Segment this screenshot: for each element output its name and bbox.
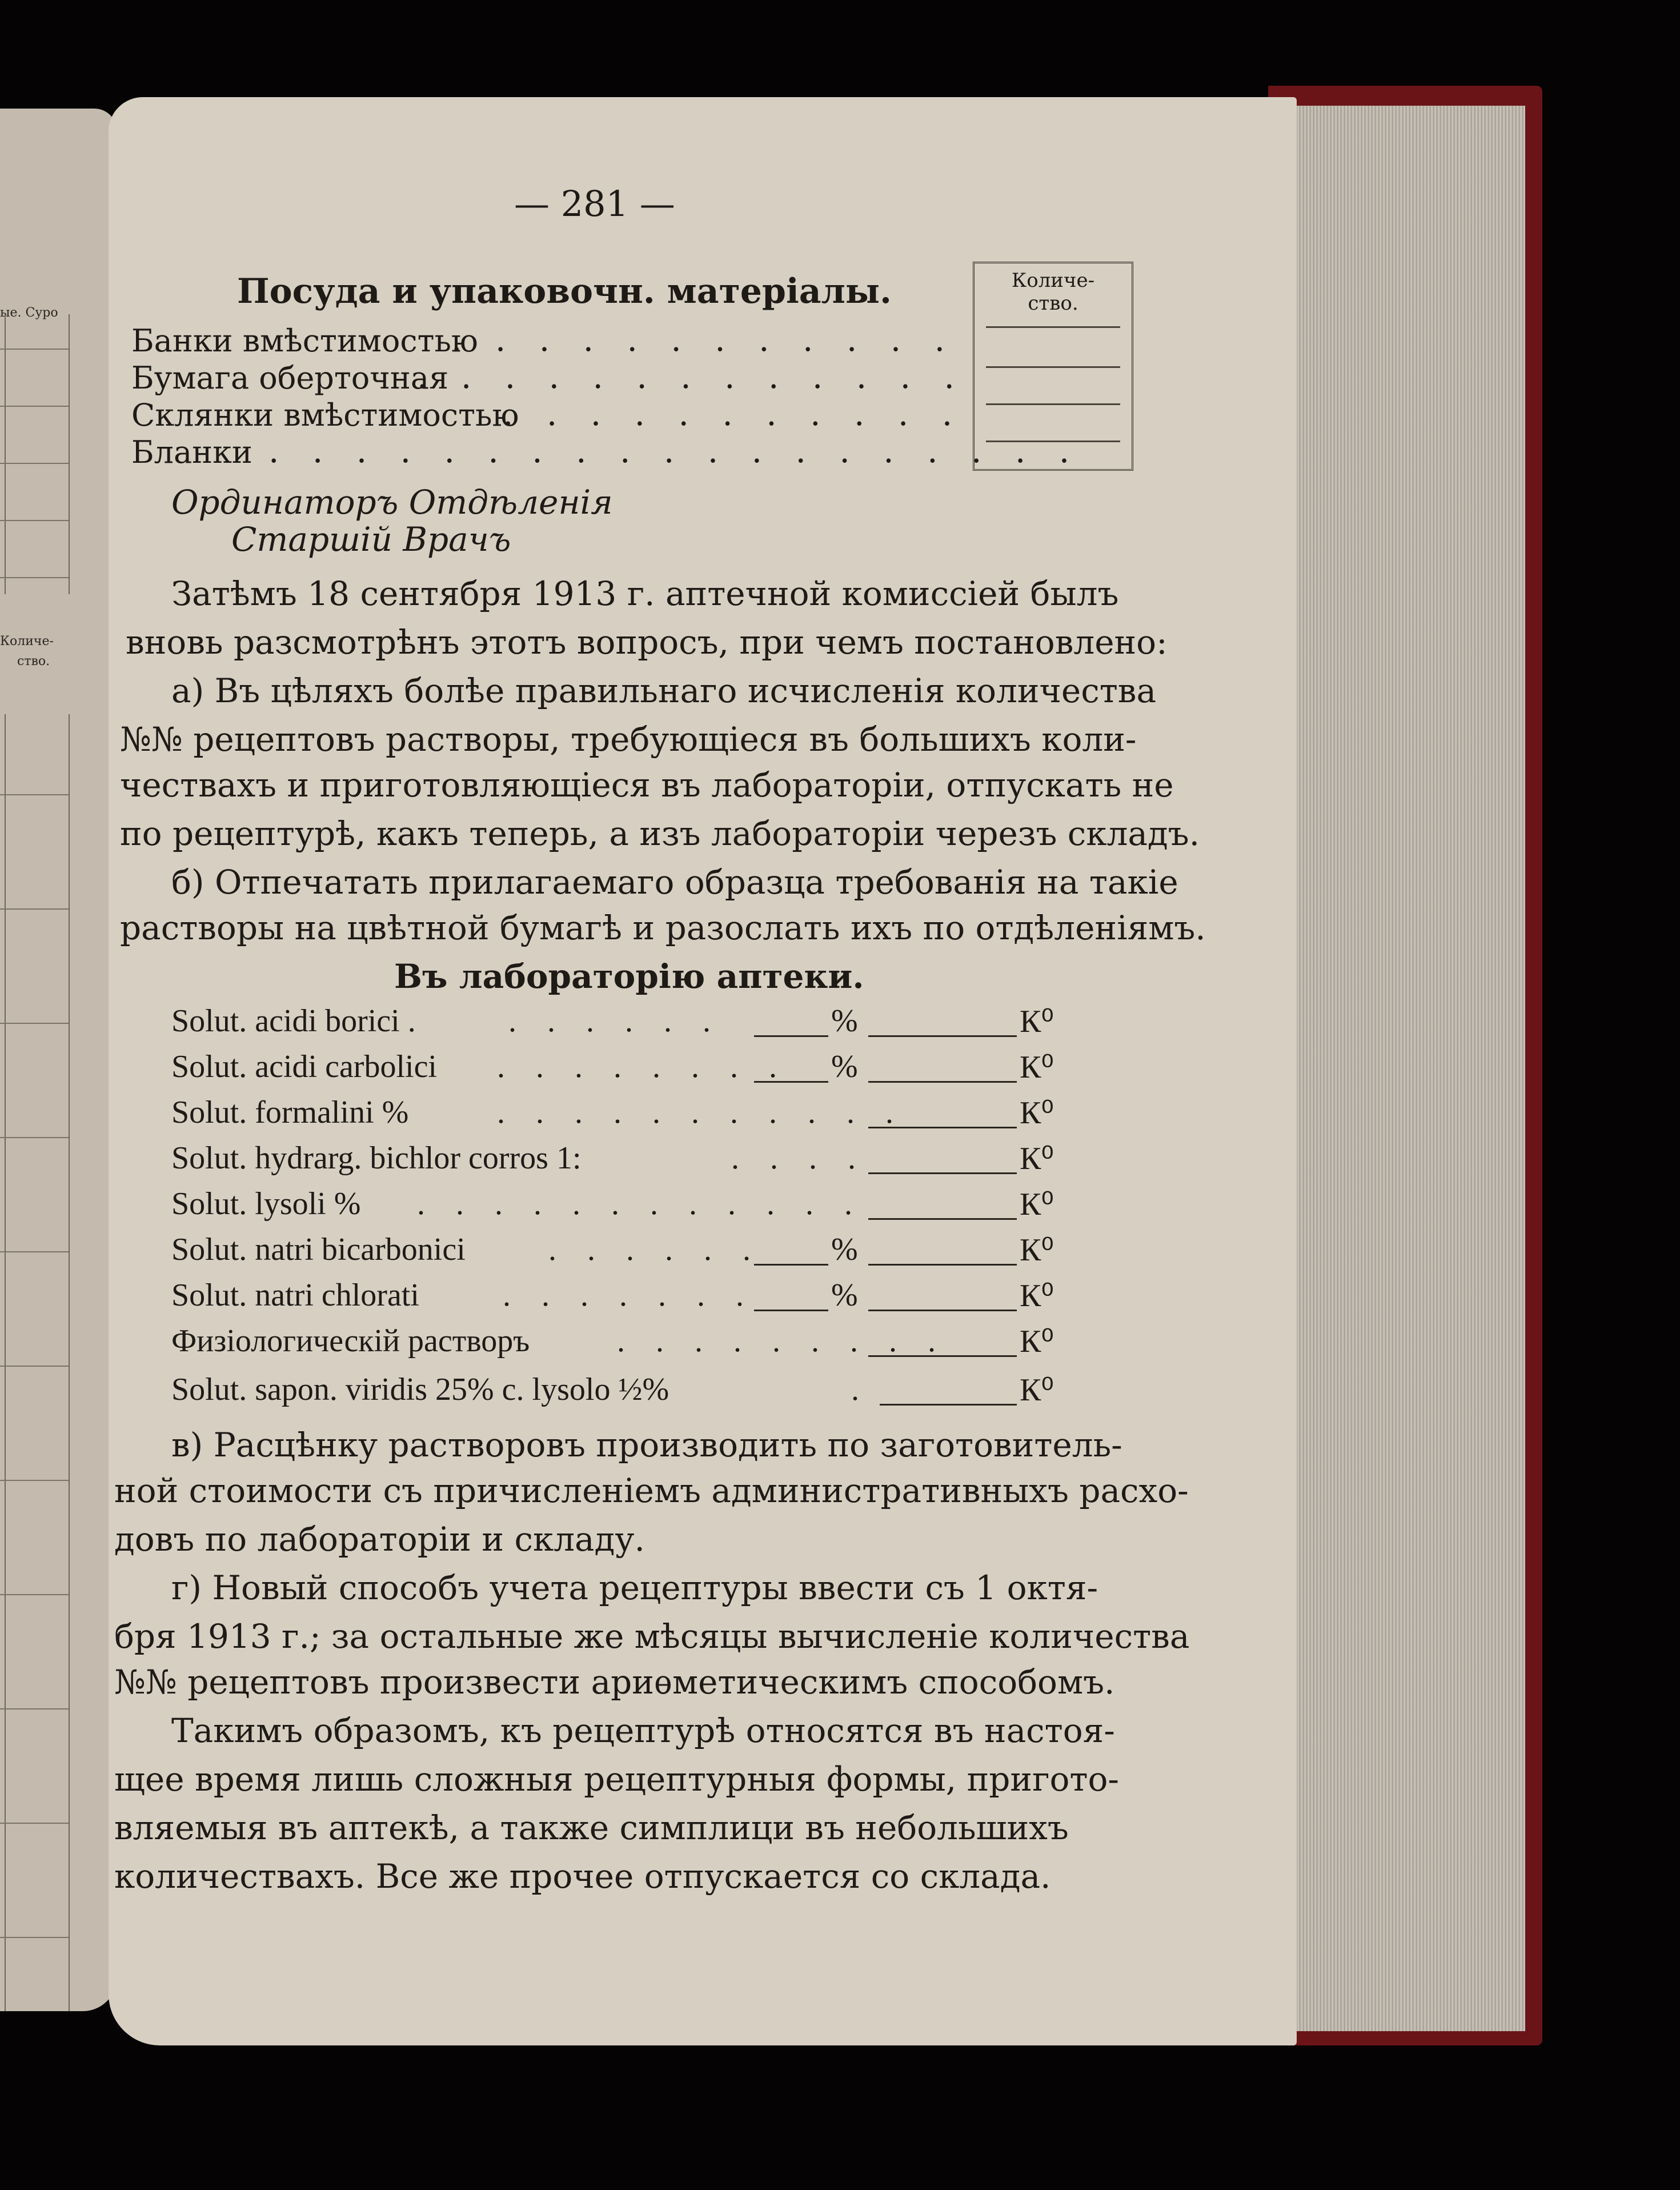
form-row-name: Solut. natri chlorati — [171, 1278, 419, 1313]
paragraph-line: бря 1913 г.; за остальные же мѣсяцы вычисленіе количества — [114, 1617, 1190, 1656]
paragraph-line: щее время лишь сложныя рецептурныя формы, пригото- — [114, 1760, 1120, 1799]
form-row-dots: . — [851, 1372, 871, 1407]
left-rule — [0, 794, 69, 795]
form-row-name: Solut. sapon. viridis 25% c. lysolo ½% — [171, 1372, 669, 1407]
form-row-name: Solut. formalini % — [171, 1095, 409, 1130]
left-rule — [0, 1708, 69, 1709]
left-rule — [0, 1480, 69, 1481]
paragraph-line: Затѣмъ 18 сентября 1913 г. аптечной комиссіей былъ — [171, 574, 1119, 613]
form-row-dots: . . . . . . — [548, 1232, 762, 1267]
form-row-dots: . . . . . . . . . . . . — [417, 1186, 864, 1222]
left-rule — [0, 1366, 69, 1367]
paragraph-line: Такимъ образомъ, къ рецептурѣ относятся въ настоя- — [171, 1711, 1115, 1750]
quantity-blank[interactable] — [868, 1216, 1017, 1220]
quantity-row — [986, 366, 1120, 368]
quantity-blank[interactable] — [868, 1170, 1017, 1174]
paragraph-line: вляемыя въ аптекѣ, а также симплици въ небольшихъ — [114, 1808, 1069, 1847]
page-number: — 281 — — [514, 183, 675, 225]
form-row-name: Физіологическій растворъ — [171, 1323, 530, 1359]
form-row-dots: . . . . — [731, 1140, 867, 1176]
form-row-name: Solut. lysoli % — [171, 1186, 361, 1222]
form-row-dots: . . . . . . . . . — [617, 1323, 947, 1359]
form-row-dots: . . . . . . . — [503, 1278, 755, 1313]
quantity-blank[interactable] — [868, 1307, 1017, 1311]
quantity-row — [986, 326, 1120, 328]
percent-blank[interactable] — [754, 1307, 828, 1311]
paragraph-line: б) Отпечатать прилагаемаго образца требованія на такіе — [171, 863, 1178, 902]
paragraph-line: а) Въ цѣляхъ болѣе правильнаго исчисленія количества — [171, 671, 1157, 710]
form-row-dots: . . . . . . — [508, 1003, 722, 1039]
left-page-header: ые. Суро — [0, 306, 58, 320]
paragraph-line: растворы на цвѣтной бумагѣ и разослать ихъ по отдѣленіямъ. — [120, 908, 1206, 947]
form-row-dots: . . . . . . . . — [497, 1049, 788, 1084]
list-item: Банки вмѣстимостью — [131, 323, 478, 359]
left-page-column — [5, 314, 70, 594]
unit-label: К⁰ — [1020, 1050, 1054, 1085]
percent-sign: % — [831, 1003, 858, 1039]
form-row-name: Solut. natri bicarbonici — [171, 1232, 466, 1267]
left-rule — [0, 463, 69, 464]
paragraph-line: ной стоимости съ причисленіемъ административныхъ расхо- — [114, 1471, 1189, 1510]
left-rule — [0, 1823, 69, 1824]
percent-sign: % — [831, 1232, 858, 1267]
leader-dots: . . . . . . . . . . . . . — [417, 357, 966, 396]
percent-blank[interactable] — [754, 1033, 828, 1037]
left-rule — [0, 1594, 69, 1595]
quantity-blank[interactable] — [868, 1079, 1017, 1083]
paragraph-line: по рецептурѣ, какъ теперь, а изъ лабораторіи черезъ складъ. — [120, 814, 1200, 853]
paragraph-line: №№ рецептовъ произвести ариѳметическимъ способомъ. — [114, 1663, 1115, 1701]
percent-blank[interactable] — [754, 1079, 828, 1083]
list-item: Склянки вмѣстимостью — [131, 397, 519, 433]
unit-label: К⁰ — [1020, 1095, 1054, 1131]
leader-dots: . . . . . . . . . . . . . . . . . . . — [268, 431, 1081, 470]
quantity-blank[interactable] — [868, 1124, 1017, 1128]
percent-sign: % — [831, 1278, 858, 1313]
unit-label: К⁰ — [1020, 1372, 1054, 1408]
page-block-edge — [1297, 106, 1525, 2031]
unit-label: К⁰ — [1020, 1187, 1054, 1222]
unit-label: К⁰ — [1020, 1141, 1054, 1176]
quantity-blank[interactable] — [880, 1402, 1017, 1406]
paragraph-line: вновь разсмотрѣнъ этотъ вопросъ, при чемъ постановлено: — [126, 623, 1168, 662]
left-rule — [0, 577, 69, 578]
left-rule — [0, 1137, 69, 1138]
left-rule — [0, 349, 69, 350]
unit-label: К⁰ — [1020, 1004, 1054, 1039]
paragraph-line: чествахъ и приготовляющіеся въ лабораторіи, отпускать не — [120, 766, 1174, 804]
quantity-row — [986, 403, 1120, 405]
form-row-name: Solut. acidi carbolici — [171, 1049, 437, 1084]
form-row-dots: . . . . . . . . . . . — [497, 1095, 905, 1130]
unit-label: К⁰ — [1020, 1324, 1054, 1359]
left-rule — [0, 520, 69, 521]
quantity-blank[interactable] — [868, 1033, 1017, 1037]
list-item: Бумага оберточная — [131, 360, 449, 396]
unit-label: К⁰ — [1020, 1232, 1054, 1268]
paragraph-line: в) Расцѣнку растворовъ производить по заготовитель- — [171, 1426, 1122, 1464]
quantity-blank[interactable] — [868, 1262, 1017, 1266]
leader-dots: . . . . . . . . . . . — [503, 394, 964, 433]
quantity-label: Количе- ство. — [1011, 269, 1095, 315]
signature-line: Ординаторъ Отдѣленія — [171, 483, 613, 522]
left-rule — [0, 406, 69, 407]
percent-sign: % — [831, 1049, 858, 1084]
form-row-name: Solut. hydrarg. bichlor corros 1: — [171, 1140, 582, 1176]
left-rule — [0, 1023, 69, 1024]
quantity-blank[interactable] — [868, 1353, 1017, 1357]
paragraph-line: довъ по лабораторіи и складу. — [114, 1520, 645, 1559]
section-heading: Посуда и упаковочн. матеріалы. — [237, 271, 892, 311]
leader-dots: . . . . . . . . . . . . — [451, 320, 957, 359]
list-item: Бланки — [131, 434, 252, 470]
paragraph-line: №№ рецептовъ растворы, требующіеся въ большихъ коли- — [120, 720, 1137, 759]
form-heading: Въ лабораторію аптеки. — [394, 957, 864, 996]
left-rule — [0, 908, 69, 910]
left-page — [0, 109, 117, 2011]
percent-blank[interactable] — [754, 1262, 828, 1266]
form-row-name: Solut. acidi borici . — [171, 1003, 416, 1039]
left-qty-label: ство. — [17, 654, 50, 668]
signature-line: Старшій Врачъ — [231, 520, 511, 559]
paragraph-line: г) Новый способъ учета рецептуры ввести съ 1 октя- — [171, 1568, 1098, 1607]
unit-label: К⁰ — [1020, 1278, 1054, 1314]
paragraph-line: количествахъ. Все же прочее отпускается со склада. — [114, 1857, 1051, 1896]
left-rule — [0, 1251, 69, 1252]
left-rule — [0, 1937, 69, 1938]
left-qty-label: Количе- — [0, 634, 54, 648]
